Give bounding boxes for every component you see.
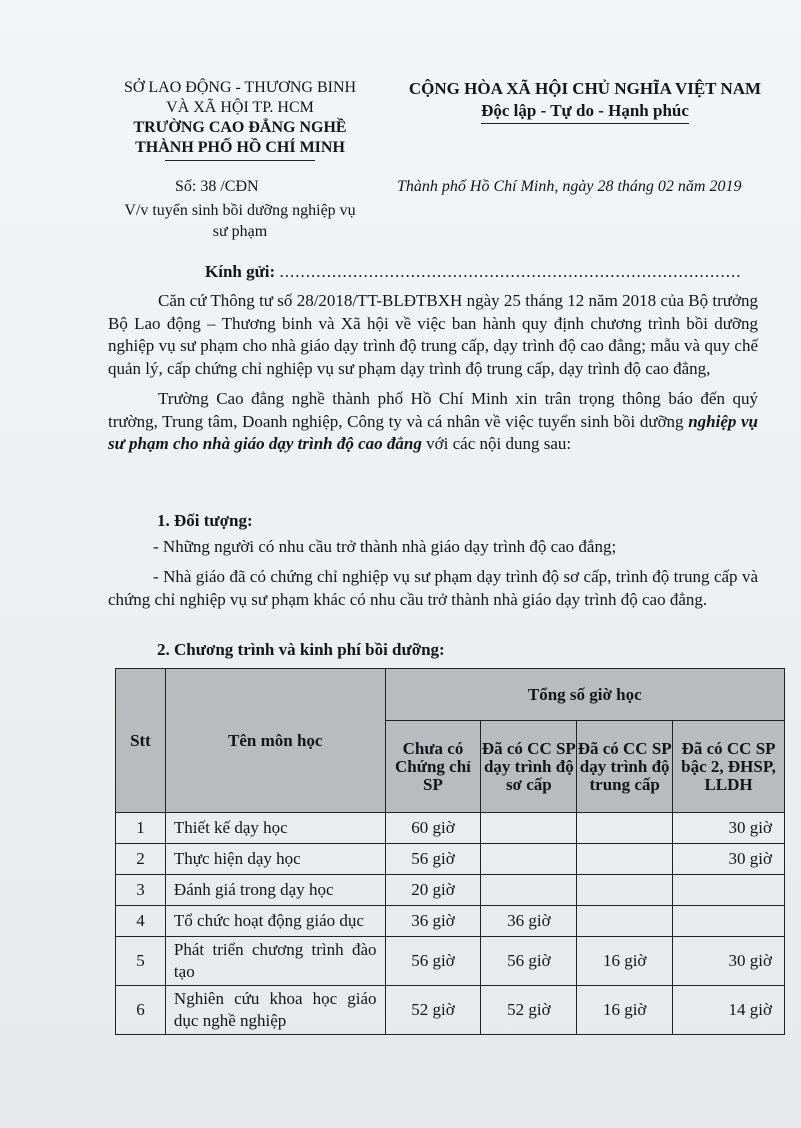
row-stt: 1	[116, 813, 166, 844]
school-line-1: TRƯỜNG CAO ĐẲNG NGHỀ	[133, 119, 347, 136]
national-header	[390, 78, 780, 124]
row-hours-a: 56 giờ	[385, 844, 481, 875]
announcement-highlight: nghiệp vụ sư phạm cho nhà giáo dạy trình độ cao đẳng	[108, 411, 758, 453]
row-hours-a: 20 giờ	[385, 875, 481, 906]
greeting	[205, 262, 741, 282]
greeting-label: Kính gửi:	[205, 262, 276, 281]
section-1-item-1	[108, 536, 758, 559]
row-hours-d: 30 giờ	[673, 937, 785, 986]
row-subject: Tổ chức hoạt động giáo dục	[165, 906, 385, 937]
row-hours-c	[577, 813, 673, 844]
table-row	[116, 937, 785, 986]
row-hours-c	[577, 875, 673, 906]
agency-line-2: VÀ XÃ HỘI TP. HCM	[166, 99, 314, 116]
greeting-blank: ........................................................................................	[279, 262, 742, 281]
school-line-2: THÀNH PHỐ HỒ CHÍ MINH	[135, 139, 345, 156]
row-hours-d: 14 giờ	[673, 986, 785, 1035]
paragraph-legal-basis: Căn cứ Thông tư số 28/2018/TT-BLĐTBXH ngày 25 tháng 12 năm 2018 của Bộ trưởng Bộ Lao động – Thương binh và Xã hội về việc ban hành quy định chương trình bồi dưỡng nghiệp vụ sư phạm cho nhà giáo dạy trình độ trung cấp, dạy trình độ cao đẳng; mẫu và quy chế quản lý, cấp chứng chỉ nghiệp vụ sư phạm dạy trình độ trung cấp, dạy trình độ cao đẳng,	[108, 291, 758, 378]
row-hours-c: 16 giờ	[577, 937, 673, 986]
table-row	[116, 906, 785, 937]
section-2-title: 2. Chương trình và kinh phí bồi dưỡng:	[157, 640, 445, 659]
col-a-header: Chưa có Chứng chỉ SP	[385, 721, 481, 813]
col-b-header: Đã có CC SP dạy trình độ sơ cấp	[481, 721, 577, 813]
row-subject: Thực hiện dạy học	[165, 844, 385, 875]
header-divider	[165, 160, 315, 161]
announcement-tail: với các nội dung sau:	[421, 434, 572, 453]
row-hours-c	[577, 844, 673, 875]
document-subject	[95, 200, 385, 242]
row-hours-c	[577, 906, 673, 937]
row-hours-c: 16 giờ	[577, 986, 673, 1035]
row-subject: Thiết kế dạy học	[165, 813, 385, 844]
row-hours-a: 56 giờ	[385, 937, 481, 986]
table-row	[116, 986, 785, 1035]
row-hours-b: 52 giờ	[481, 986, 577, 1035]
document-date: Thành phố Hồ Chí Minh, ngày 28 tháng 02 năm 2019	[397, 178, 742, 195]
country-name: CỘNG HÒA XÃ HỘI CHỦ NGHĨA VIỆT NAM	[408, 79, 762, 98]
row-hours-b: 56 giờ	[481, 937, 577, 986]
audience-item-1: - Những người có nhu cầu trở thành nhà giáo dạy trình độ cao đẳng;	[153, 537, 617, 556]
row-hours-b	[481, 813, 577, 844]
row-hours-b	[481, 844, 577, 875]
row-hours-b: 36 giờ	[481, 906, 577, 937]
row-hours-d	[673, 906, 785, 937]
row-subject: Đánh giá trong dạy học	[165, 875, 385, 906]
col-d-header: Đã có CC SP bậc 2, ĐHSP, LLDH	[673, 721, 785, 813]
announcement-text: Trường Cao đẳng nghề thành phố Hồ Chí Minh xin trân trọng thông báo đến quý trường, Trung tâm, Doanh nghiệp, Công ty và cá nhân về việc tuyển sinh bồi dưỡng	[108, 389, 758, 431]
col-group-header: Tổng số giờ học	[385, 669, 784, 721]
row-hours-d	[673, 875, 785, 906]
row-stt: 6	[116, 986, 166, 1035]
section-1-title: 1. Đối tượng:	[157, 511, 253, 530]
section-1-item-2	[108, 566, 758, 611]
program-table	[115, 668, 785, 1035]
row-subject: Phát triển chương trình đào tạo	[165, 937, 385, 986]
document-number: Số: 38 /CĐN	[175, 178, 259, 195]
row-stt: 5	[116, 937, 166, 986]
col-name-header: Tên môn học	[165, 669, 385, 813]
national-motto: Độc lập - Tự do - Hạnh phúc	[481, 100, 689, 124]
row-hours-a: 52 giờ	[385, 986, 481, 1035]
row-hours-d: 30 giờ	[673, 813, 785, 844]
agency-line-1: SỞ LAO ĐỘNG - THƯƠNG BINH	[123, 79, 357, 96]
row-stt: 2	[116, 844, 166, 875]
subject-line-1: V/v tuyển sinh bồi dưỡng nghiệp vụ	[124, 202, 356, 219]
row-subject: Nghiên cứu khoa học giáo dục nghề nghiệp	[165, 986, 385, 1035]
row-hours-b	[481, 875, 577, 906]
body-text	[108, 290, 758, 456]
table-row	[116, 813, 785, 844]
table-row	[116, 875, 785, 906]
audience-item-2: - Nhà giáo đã có chứng chỉ nghiệp vụ sư phạm dạy trình độ sơ cấp, trình độ trung cấp và chứng chỉ nghiệp vụ sư phạm khác có nhu cầu trở thành nhà giáo dạy trình độ cao đẳng.	[108, 567, 758, 609]
row-hours-a: 60 giờ	[385, 813, 481, 844]
subject-line-2: sư phạm	[212, 223, 268, 240]
table-row	[116, 844, 785, 875]
row-hours-d: 30 giờ	[673, 844, 785, 875]
row-stt: 4	[116, 906, 166, 937]
paragraph-announcement	[108, 388, 758, 456]
row-hours-a: 36 giờ	[385, 906, 481, 937]
row-stt: 3	[116, 875, 166, 906]
col-c-header: Đã có CC SP dạy trình độ trung cấp	[577, 721, 673, 813]
col-stt-header: Stt	[116, 669, 166, 813]
issuer-header	[95, 78, 385, 161]
